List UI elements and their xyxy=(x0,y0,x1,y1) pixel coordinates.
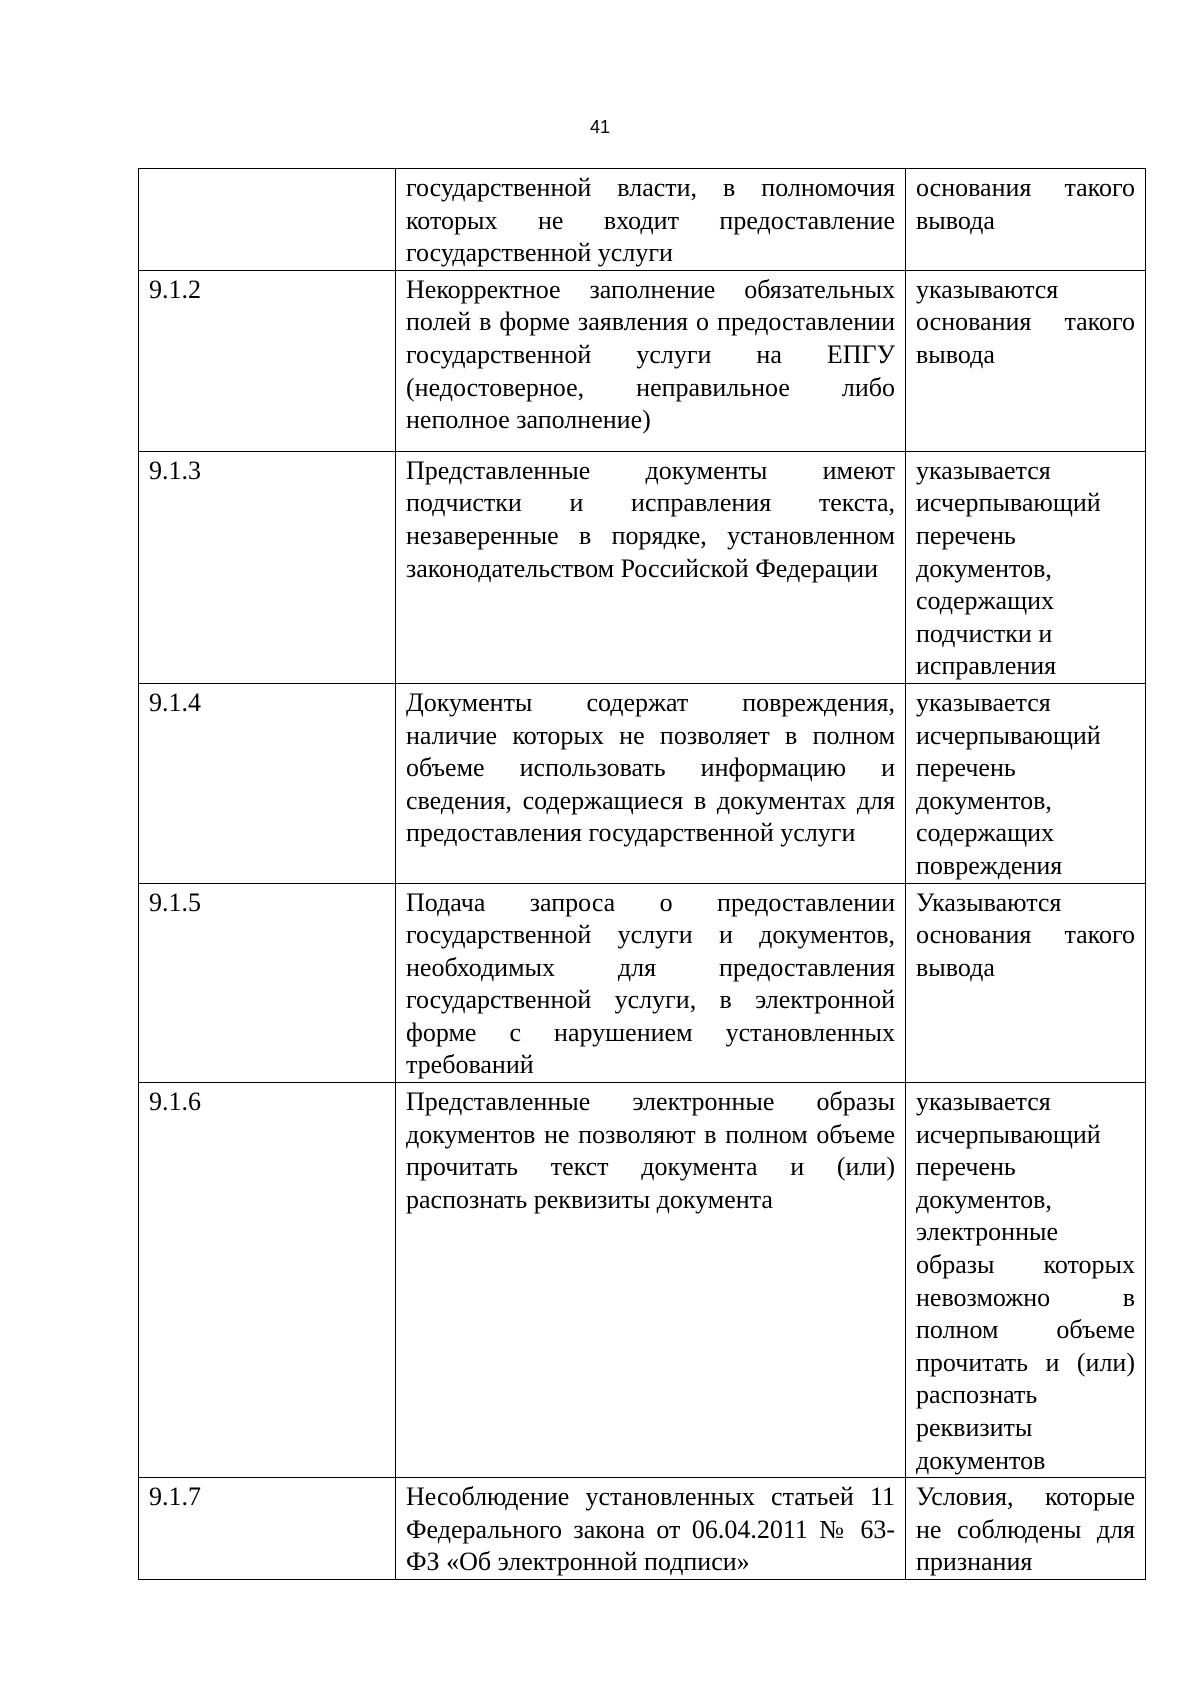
row-explanation-cell: Условия, которые не соблюдены для признания xyxy=(906,1478,1146,1580)
page-number: 41 xyxy=(589,117,611,137)
row-explanation-cell: основания такого вывода xyxy=(906,169,1146,271)
row-explanation-cell: указывается исчерпывающий перечень документов, содержащих подчистки и исправления xyxy=(906,451,1146,683)
row-id-cell: 9.1.6 xyxy=(139,1083,396,1478)
row-explanation-cell: указываются основания такого вывода xyxy=(906,270,1146,451)
row-reason-cell: Представленные документы имеют подчистки и исправления текста, незаверенные в порядке, установленном законодательством Российской Федерации xyxy=(396,451,906,683)
table-row xyxy=(139,270,1146,451)
table-row xyxy=(139,169,1146,271)
table-row xyxy=(139,683,1146,883)
row-reason-cell: Документы содержат повреждения, наличие которых не позволяет в полном объеме использовать информацию и сведения, содержащиеся в документах для предоставления государственной услуги xyxy=(396,683,906,883)
row-id-cell: 9.1.5 xyxy=(139,883,396,1083)
row-id-cell: 9.1.4 xyxy=(139,683,396,883)
row-reason-cell: Представленные электронные образы документов не позволяют в полном объеме прочитать текст документа и (или) распознать реквизиты документа xyxy=(396,1083,906,1478)
row-id-cell: 9.1.7 xyxy=(139,1478,396,1580)
row-id-cell: 9.1.3 xyxy=(139,451,396,683)
table-row xyxy=(139,451,1146,683)
row-reason-cell: Подача запроса о предоставлении государственной услуги и документов, необходимых для предоставления государственной услуги, в электронной форме с нарушением установленных требований xyxy=(396,883,906,1083)
row-explanation-cell: указывается исчерпывающий перечень документов, содержащих повреждения xyxy=(906,683,1146,883)
row-id-cell xyxy=(139,169,396,271)
table-row xyxy=(139,1083,1146,1478)
row-reason-cell: Несоблюдение установленных статьей 11 Федерального закона от 06.04.2011 № 63-ФЗ «Об электронной подписи» xyxy=(396,1478,906,1580)
row-id-cell: 9.1.2 xyxy=(139,270,396,451)
table-row xyxy=(139,1478,1146,1580)
row-explanation-cell: Указываются основания такого вывода xyxy=(906,883,1146,1083)
refusal-grounds-table xyxy=(138,168,1146,1580)
row-reason-cell: государственной власти, в полномочия которых не входит предоставление государственной услуги xyxy=(396,169,906,271)
table-row xyxy=(139,883,1146,1083)
row-reason-cell: Некорректное заполнение обязательных полей в форме заявления о предоставлении государственной услуги на ЕПГУ (недостоверное, неправильное либо неполное заполнение) xyxy=(396,270,906,451)
row-explanation-cell: указывается исчерпывающий перечень документов, электронные образы которых невозможно в полном объеме прочитать и (или) распознать реквизиты документов xyxy=(906,1083,1146,1478)
